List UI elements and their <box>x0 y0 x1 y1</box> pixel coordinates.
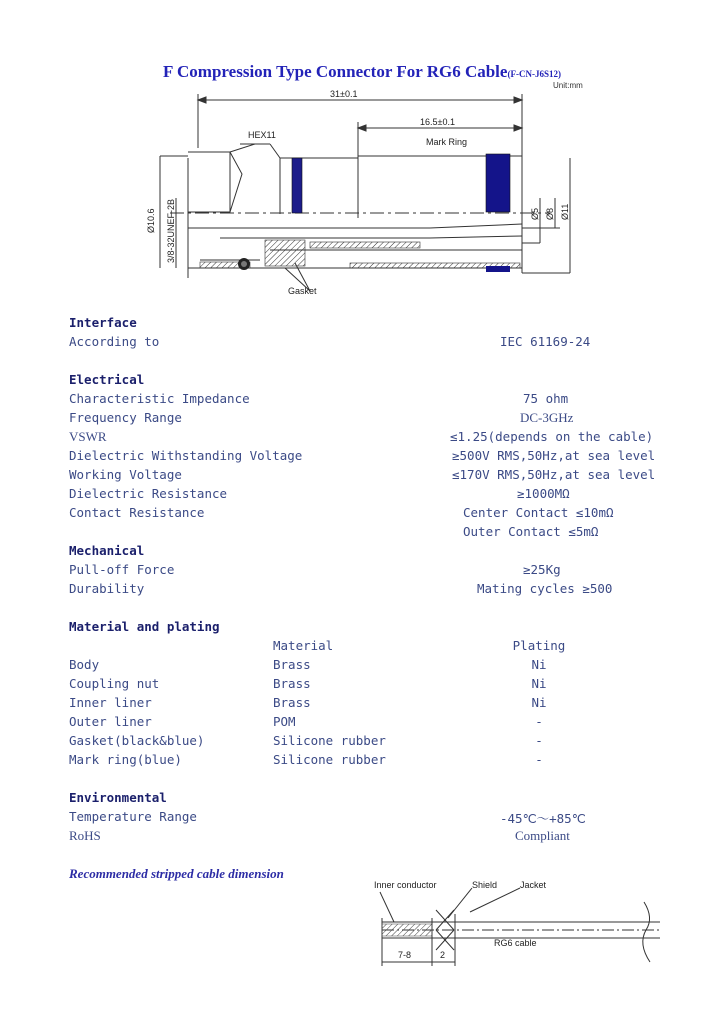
spec-value: IEC 61169-24 <box>500 334 591 349</box>
spec-value: ≤170V RMS,50Hz,at sea level <box>452 467 656 482</box>
spec-label: Durability <box>69 581 145 596</box>
title-code: (F-CN-J6S12) <box>507 69 561 79</box>
column-header-plating: Plating <box>512 638 566 653</box>
part-plating: - <box>535 714 543 729</box>
spec-label: Working Voltage <box>69 467 182 482</box>
part-plating: - <box>535 733 543 748</box>
spec-label: RoHS <box>69 828 101 843</box>
part-plating: Ni <box>531 676 547 691</box>
spec-row <box>69 828 724 846</box>
cable-label: RG6 cable <box>494 938 537 948</box>
thread-label: 3/8-32UNEF-2B <box>166 198 176 263</box>
part-material: Brass <box>273 657 311 672</box>
spec-row <box>69 581 724 599</box>
spec-value: ≥1000MΩ <box>517 486 570 501</box>
table-row <box>69 733 724 751</box>
shield-label: Shield <box>472 880 498 890</box>
spec-value: DC-3GHz <box>520 410 574 425</box>
spec-row <box>69 391 724 409</box>
section-environmental-heading: Environmental <box>69 790 167 805</box>
dia-body-label: Ø10.6 <box>146 208 156 233</box>
spec-label: Contact Resistance <box>69 505 205 520</box>
spec-value: -45℃～+85℃ <box>500 811 586 826</box>
table-row <box>69 657 724 675</box>
dim-a-label: 7-8 <box>398 950 412 960</box>
jacket-label: Jacket <box>520 880 547 890</box>
dia-8-label: Ø8 <box>545 207 555 220</box>
dia-5-label: Ø5 <box>530 207 540 220</box>
spec-label: Dielectric Withstanding Voltage <box>69 448 303 463</box>
spec-label: Pull-off Force <box>69 562 175 577</box>
section-electrical-heading: Electrical <box>69 372 145 387</box>
spec-label: VSWR <box>69 429 107 444</box>
table-row <box>69 676 724 694</box>
section-material-heading: Material and plating <box>69 619 220 634</box>
part-material: Brass <box>273 695 311 710</box>
section-interface-heading: Interface <box>69 315 137 330</box>
part-material: Silicone rubber <box>273 752 386 767</box>
page-title <box>0 62 724 82</box>
inner-conductor-label: Inner conductor <box>374 880 437 890</box>
spec-value: Outer Contact ≤5mΩ <box>463 524 599 539</box>
part-name: Outer liner <box>69 714 152 729</box>
title-main: F Compression Type Connector For RG6 Cable <box>163 62 508 81</box>
spec-value: ≥500V RMS,50Hz,at sea level <box>452 448 656 463</box>
spec-value: ≥25Kg <box>523 562 561 577</box>
spec-value: Center Contact ≤10mΩ <box>463 505 614 520</box>
hex-label: HEX11 <box>248 130 276 140</box>
part-name: Inner liner <box>69 695 152 710</box>
spec-value: Mating cycles ≥500 <box>477 581 613 596</box>
mark-ring-label: Mark Ring <box>426 137 468 147</box>
part-plating: Ni <box>531 695 547 710</box>
spec-value: ≤1.25(depends on the cable) <box>450 429 654 444</box>
table-row <box>69 752 724 770</box>
spec-row <box>69 429 724 447</box>
part-material: Silicone rubber <box>273 733 386 748</box>
part-material: Brass <box>273 676 311 691</box>
section-mechanical-heading: Mechanical <box>69 543 145 558</box>
spec-row <box>69 505 724 523</box>
part-plating: Ni <box>531 657 547 672</box>
table-row <box>69 695 724 713</box>
spec-label: Temperature Range <box>69 809 197 824</box>
spec-value: 75 ohm <box>523 391 569 406</box>
table-row <box>69 714 724 732</box>
spec-label: Dielectric Resistance <box>69 486 228 501</box>
spec-row <box>69 467 724 485</box>
part-name: Mark ring(blue) <box>69 752 182 767</box>
spec-label: Characteristic Impedance <box>69 391 250 406</box>
gasket-label: Gasket <box>288 286 317 296</box>
dim-b-label: 2 <box>440 950 446 960</box>
connector-drawing <box>130 88 590 303</box>
spec-row <box>69 410 724 428</box>
part-name: Gasket(black&blue) <box>69 733 205 748</box>
part-name: Body <box>69 657 100 672</box>
part-material: POM <box>273 714 296 729</box>
stripped-cable-drawing <box>370 878 670 970</box>
dim-total-label: 31±0.1 <box>330 89 358 99</box>
spec-row <box>69 809 724 827</box>
part-plating: - <box>535 752 543 767</box>
unit-note: Unit:mm <box>553 81 583 90</box>
spec-row <box>69 562 724 580</box>
spec-row <box>69 524 724 542</box>
spec-label: Frequency Range <box>69 410 182 425</box>
material-header-row <box>69 638 724 656</box>
spec-row <box>69 448 724 466</box>
column-header-material: Material <box>273 638 334 653</box>
spec-value: Compliant <box>515 828 570 843</box>
dim-part-label: 16.5±0.1 <box>420 117 455 127</box>
dia-11-label: Ø11 <box>560 203 570 220</box>
part-name: Coupling nut <box>69 676 160 691</box>
spec-label: According to <box>69 334 160 349</box>
recommended-heading: Recommended stripped cable dimension <box>69 866 284 881</box>
spec-row <box>69 486 724 504</box>
spec-row <box>69 334 724 352</box>
